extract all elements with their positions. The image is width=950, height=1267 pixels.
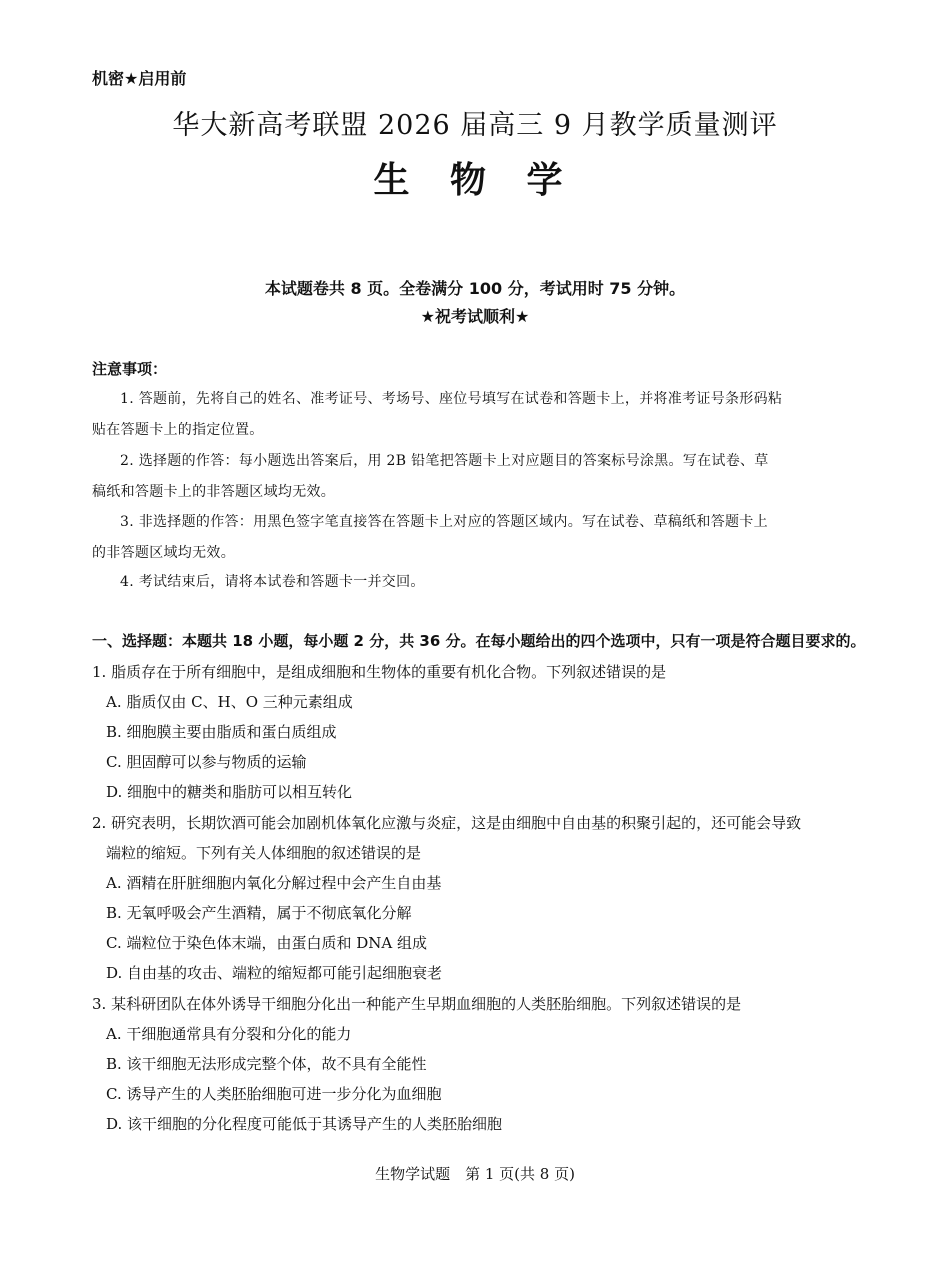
notice-line: 4. 考试结束后，请将本试卷和答题卡一并交回。 (120, 574, 425, 590)
question-stem: 1. 脂质存在于所有细胞中，是组成细胞和生物体的重要有机化合物。下列叙述错误的是 (92, 663, 667, 681)
notice-heading: 注意事项： (92, 360, 168, 378)
option-a: A. 脂质仅由 C、H、O 三种元素组成 (106, 693, 353, 711)
confidential-label: 机密★启用前 (92, 69, 187, 88)
option-d: D. 该干细胞的分化程度可能低于其诱导产生的人类胚胎细胞 (106, 1115, 503, 1133)
option-a: A. 酒精在肝脏细胞内氧化分解过程中会产生自由基 (106, 874, 442, 892)
notice-line: 1. 答题前，先将自己的姓名、准考证号、考场号、座位号填写在试卷和答题卡上，并将准考证号条形码粘 (120, 391, 783, 407)
question-stem: 2. 研究表明，长期饮酒可能会加剧机体氧化应激与炎症，这是由细胞中自由基的积聚引起的，还可能会导致 (92, 814, 802, 832)
option-b: B. 该干细胞无法形成完整个体，故不具有全能性 (106, 1055, 427, 1073)
notice-line: 的非答题区域均无效。 (92, 545, 235, 561)
option-c: C. 端粒位于染色体末端，由蛋白质和 DNA 组成 (106, 934, 428, 952)
exam-info: 本试题卷共 8 页。全卷满分 100 分，考试用时 75 分钟。 (264, 279, 686, 298)
notice-line: 2. 选择题的作答：每小题选出答案后，用 2B 铅笔把答题卡上对应题目的答案标号涂黑。写在试卷、草 (120, 453, 769, 469)
exam-title: 华大新高考联盟 2026 届高三 9 月教学质量测评 (172, 110, 778, 141)
option-b: B. 无氧呼吸会产生酒精，属于不彻底氧化分解 (106, 904, 412, 922)
option-d: D. 细胞中的糖类和脂肪可以相互转化 (106, 783, 353, 801)
notice-line: 3. 非选择题的作答：用黑色签字笔直接答在答题卡上对应的答题区域内。写在试卷、草稿纸和答题卡上 (120, 514, 768, 530)
good-luck-line: ★祝考试顺利★ (420, 307, 530, 326)
option-c: C. 胆固醇可以参与物质的运输 (106, 753, 307, 771)
notice-line: 稿纸和答题卡上的非答题区域均无效。 (92, 484, 336, 500)
question-stem: 3. 某科研团队在体外诱导干细胞分化出一种能产生早期血细胞的人类胚胎细胞。下列叙述错误的是 (92, 995, 742, 1013)
notice-line: 贴在答题卡上的指定位置。 (92, 422, 264, 438)
option-d: D. 自由基的攻击、端粒的缩短都可能引起细胞衰老 (106, 964, 443, 982)
option-a: A. 干细胞通常具有分裂和分化的能力 (106, 1025, 352, 1043)
subject-title: 生 物 学 (373, 160, 577, 201)
option-c: C. 诱导产生的人类胚胎细胞可进一步分化为血细胞 (106, 1085, 442, 1103)
section-heading: 一、选择题：本题共 18 小题，每小题 2 分，共 36 分。在每小题给出的四个选项中，只有一项是符合题目要求的。 (92, 632, 866, 650)
option-b: B. 细胞膜主要由脂质和蛋白质组成 (106, 723, 337, 741)
question-stem-cont: 端粒的缩短。下列有关人体细胞的叙述错误的是 (106, 844, 422, 862)
page-footer: 生物学试题 第 1 页(共 8 页) (375, 1165, 575, 1183)
